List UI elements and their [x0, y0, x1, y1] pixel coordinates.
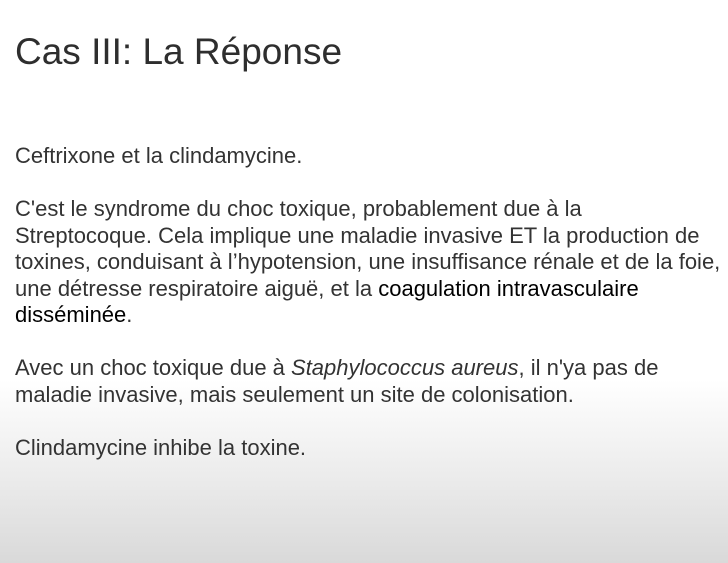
slide-body [15, 143, 721, 461]
paragraph-gap [15, 170, 721, 197]
conclusion-text: Clindamycine inhibe la toxine. [15, 434, 307, 460]
staph-text-end: , il n'ya pas de maladie invasive, mais seulement un site de colonisation. [15, 355, 659, 407]
syndrome-text-end: . [126, 302, 133, 327]
slide-title: Cas III: La Réponse [15, 31, 343, 72]
syndrome-paragraph [15, 196, 721, 329]
answer-text: Ceftrixone et la clindamycine. [15, 143, 303, 168]
paragraph-gap [15, 408, 721, 435]
dic-link[interactable]: coagulation intravasculaire disséminée [15, 275, 639, 327]
staph-paragraph [15, 355, 721, 408]
organism-name: Staphylococcus aureus [291, 355, 519, 380]
syndrome-text: C'est le syndrome du choc toxique, probablement due à la Streptocoque. Cela implique une maladie invasive ET la production de toxines, conduisant à l’hypotension, une insuffisance rénale et de la foie, une détresse respiratoire aiguë, et la [15, 196, 721, 301]
paragraph-gap [15, 329, 721, 356]
staph-text-start: Avec un choc toxique due à [15, 355, 292, 380]
